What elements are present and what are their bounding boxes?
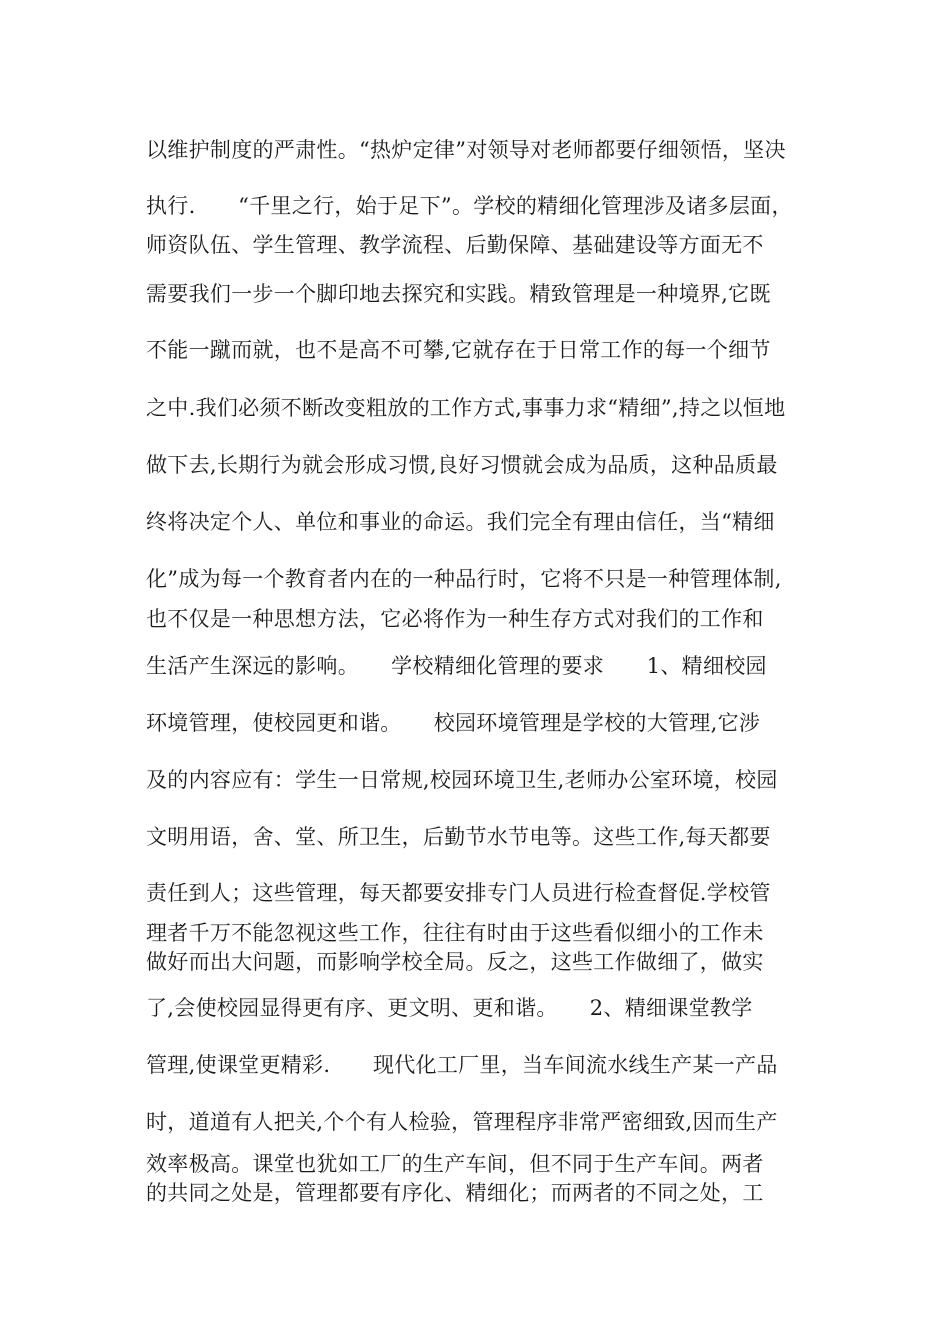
text-line: 时，道道有人把关,个个有人检验，管理程序非常严密细致,因而生产: [146, 1110, 778, 1134]
text-line: 生活产生深远的影响。 学校精细化管理的要求 1、精细校园: [146, 654, 767, 678]
text-line: 之中.我们必须不断改变粗放的工作方式,事事力求“精细”,持之以恒地: [146, 396, 786, 420]
text-line: 理者千万不能忽视这些工作，往往有时由于这些看似细小的工作未: [146, 921, 764, 945]
text-line: 化”成为每一个教育者内在的一种品行时，它将不只是一种管理体制,: [146, 567, 782, 591]
text-line: 及的内容应有：学生一日常规,校园环境卫生,老师办公室环境，校园: [146, 768, 778, 792]
text-line: 责任到人；这些管理，每天都要安排专门人员进行检查督促.学校管: [146, 881, 771, 905]
text-line: 不能一蹴而就，也不是高不可攀,它就存在于日常工作的每一个细节: [146, 338, 771, 362]
text-line: 做下去,长期行为就会形成习惯,良好习惯就会成为品质，这种品质最: [146, 453, 778, 477]
text-line: 管理,使课堂更精彩. 现代化工厂里，当车间流水线生产某一产品: [146, 1053, 778, 1077]
text-line: 做好而出大问题，而影响学校全局。反之，这些工作做细了，做实: [146, 950, 764, 974]
text-line: 师资队伍、学生管理、教学流程、后勤保障、基础建设等方面无不: [146, 233, 764, 257]
text-line: 环境管理，使校园更和谐。 校园环境管理是学校的大管理,它涉: [146, 711, 761, 735]
text-line: 需要我们一步一个脚印地去探究和实践。精致管理是一种境界,它既: [146, 282, 771, 306]
text-line: 以维护制度的严肃性。“热炉定律”对领导对老师都要仔细领悟，坚决: [146, 138, 786, 162]
text-line: 也不仅是一种思想方法，它必将作为一种生存方式对我们的工作和: [146, 607, 764, 631]
text-line: 了,会使校园显得更有序、更文明、更和谐。 2、精细课堂教学: [146, 996, 753, 1020]
text-line: 执行. “千里之行，始于足下”。学校的精细化管理涉及诸多层面，: [146, 194, 793, 218]
text-line: 终将决定个人、单位和事业的命运。我们完全有理由信任，当“精细: [146, 510, 775, 534]
text-line: 的共同之处是，管理都要有序化、精细化；而两者的不同之处，工: [146, 1181, 764, 1205]
text-line: 文明用语，舍、堂、所卫生，后勤节水节电等。这些工作,每天都要: [146, 825, 771, 849]
text-line: 效率极高。课堂也犹如工厂的生产车间，但不同于生产车间。两者: [146, 1152, 764, 1176]
